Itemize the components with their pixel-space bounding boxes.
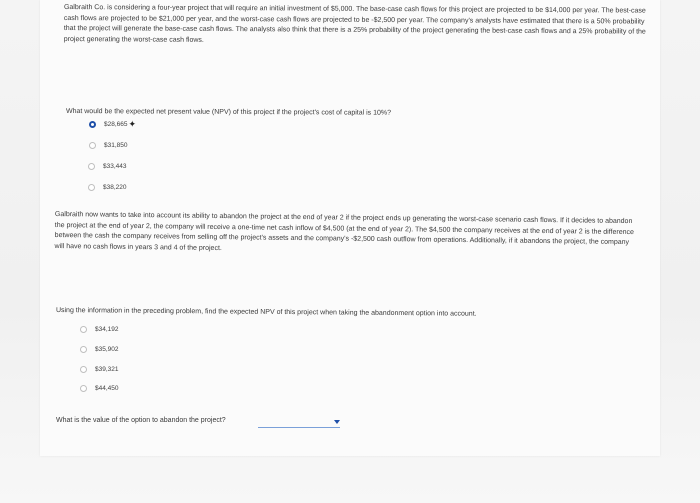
option-2-c[interactable] xyxy=(80,366,119,373)
question-3: What is the value of the option to abandon the project? xyxy=(56,417,226,424)
answer-dropdown[interactable] xyxy=(258,418,340,428)
checkmark-icon: ✦ xyxy=(128,118,137,129)
radio-selected[interactable] xyxy=(89,121,96,128)
radio-unselected[interactable] xyxy=(80,366,87,373)
radio-unselected[interactable] xyxy=(89,142,96,149)
radio-unselected[interactable] xyxy=(88,184,95,191)
option-1-d[interactable] xyxy=(88,184,127,191)
option-2-d[interactable] xyxy=(80,385,119,392)
question-1: What would be the expected net present value (NPV) of this project if the project's cost of capital is 10%? xyxy=(65,107,392,117)
option-label: $44,450 xyxy=(95,385,119,392)
radio-unselected[interactable] xyxy=(80,385,87,392)
option-label: $34,192 xyxy=(95,326,119,333)
chevron-down-icon xyxy=(334,420,340,424)
option-1-c[interactable] xyxy=(88,163,127,170)
problem-intro: Galbraith Co. is considering a four-year project that will require an initial investment of $5,000. The base-case cash flows for this project are projected to be $14,000 per year. The best-case cash flows are projected to be $21,000 per year, and the worst-case cash flows are projected to be -$2,500 per year. The company's analysts have estimated that there is a 50% probability that the project will generate the base-case cash flows. The analysts also think that there is a 25% probability of the project generating the best-case cash flows and a 25% probability of the project generating the worst-case cash flows. xyxy=(63,3,646,44)
radio-unselected[interactable] xyxy=(88,163,95,170)
option-label: $39,321 xyxy=(95,366,119,373)
radio-unselected[interactable] xyxy=(80,346,87,353)
option-label: $28,665 xyxy=(104,121,128,128)
option-1-b[interactable] xyxy=(89,142,128,149)
option-label: $31,850 xyxy=(104,142,128,149)
option-1-a[interactable] xyxy=(89,118,137,129)
option-label: $33,443 xyxy=(103,163,127,170)
question-2: Using the information in the preceding problem, find the expected NPV of this project when taking the abandonment option into account. xyxy=(55,306,477,318)
option-label: $38,220 xyxy=(103,184,127,191)
option-2-b[interactable] xyxy=(80,346,119,353)
radio-unselected[interactable] xyxy=(80,326,87,333)
option-label: $35,902 xyxy=(95,346,119,353)
abandonment-text: Galbraith now wants to take into account its ability to abandon the project at the end of year 2 if the project ends up generating the worst-case scenario cash flows. If it decides to abandon the project at the end of year 2, the company will receive a one-time net cash inflow of $4,500 (at the end of year 2). The $4,500 the company receives at the end of year 2 is the difference between the cash the company receives from selling off the project's assets and the company's -$2,500 cash outflow from operations. Additionally, if it abandons the project, the company will have no cash flows in years 3 and 4 of the project. xyxy=(54,210,634,252)
option-2-a[interactable] xyxy=(80,326,119,333)
question-document xyxy=(40,0,660,456)
